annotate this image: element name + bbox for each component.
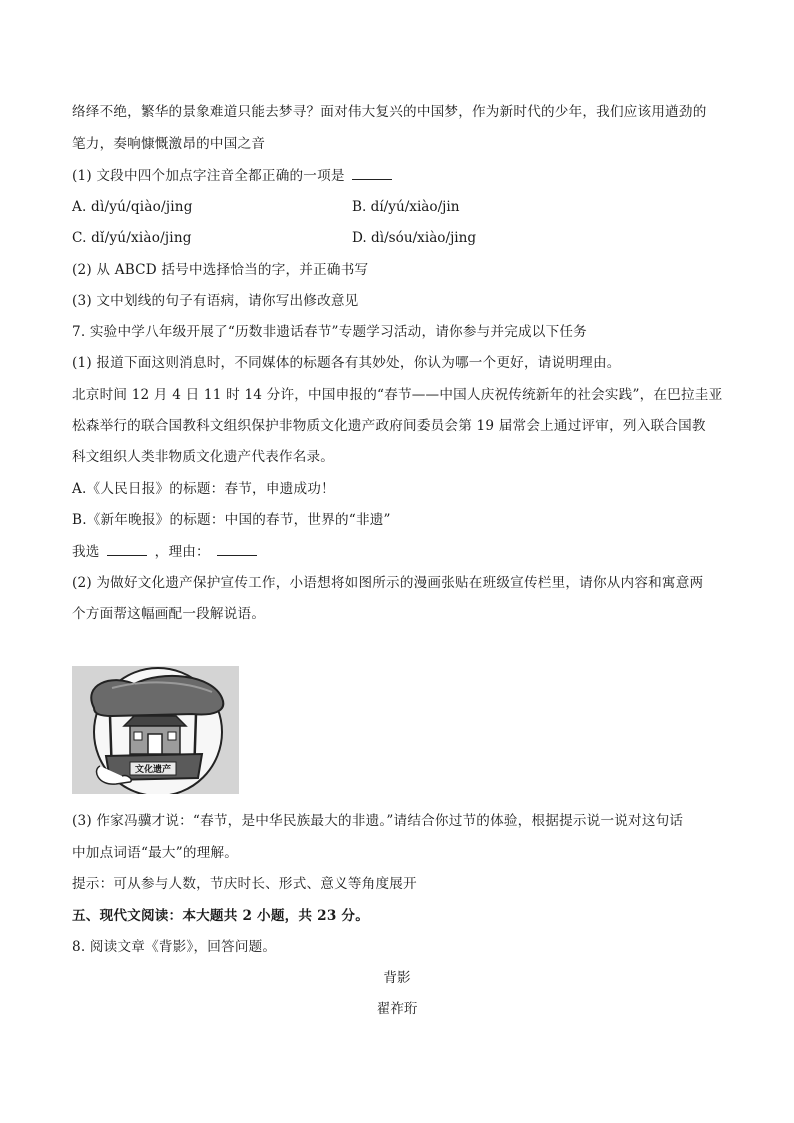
- question-7-3-line-2: 中加点词语“最大”的理解。: [72, 845, 239, 861]
- article-author: 翟祚珩: [376, 1001, 418, 1017]
- question-7-2-line-1: (2) 为做好文化遗产保护宣传工作，小语想将如图所示的漫画张贴在班级宣传栏里，请你从内容和寓意两: [72, 575, 704, 591]
- question-7-3-line-1: (3) 作家冯骥才说：“春节，是中华民族最大的非遗。”请结合你过节的体验，根据提示说一说对这句话: [72, 813, 684, 829]
- choice-blank[interactable]: [107, 541, 147, 556]
- question-7: 7. 实验中学八年级开展了“历数非遗话春节”专题学习活动，请你参与并完成以下任务: [72, 324, 587, 340]
- question-2: (2) 从 ABCD 括号中选择恰当的字，并正确书写: [72, 262, 369, 278]
- news-line-2: 松森举行的联合国教科文组织保护非物质文化遗产政府间委员会第 19 届常会上通过评审，列入联合国教: [72, 418, 706, 434]
- section-heading: 五、现代文阅读：本大题共 2 小题，共 23 分。: [72, 908, 369, 924]
- question-1-text: (1) 文段中四个加点字注音全都正确的一项是: [72, 168, 345, 184]
- cartoon-label: 文化遗产: [134, 765, 172, 775]
- reason-label: ，理由：: [154, 544, 210, 560]
- choose-line: [72, 541, 260, 562]
- option-a: A. dì/yú/qiào/jing: [72, 199, 193, 215]
- news-line-1: 北京时间 12 月 4 日 11 时 14 分许，中国申报的“春节——中国人庆祝传统新年的社会实践”，在巴拉圭亚: [72, 387, 723, 403]
- heritage-cartoon-image: [72, 666, 239, 794]
- answer-blank[interactable]: [352, 165, 392, 180]
- article-title: 背影: [383, 970, 411, 986]
- question-3: (3) 文中划线的句子有语病，请你写出修改意见: [72, 293, 359, 309]
- question-1: [72, 165, 395, 186]
- option-c: C. dǐ/yú/xiào/jing: [72, 230, 192, 246]
- option-d: D. dì/sóu/xiào/jing: [352, 230, 477, 246]
- passage-line-2: 笔力，奏响慷慨激昂的中国之音: [72, 136, 266, 152]
- news-line-3: 科文组织人类非物质文化遗产代表作名录。: [72, 449, 335, 465]
- passage-line-1: 络绎不绝，繁华的景象难道只能去梦寻？面对伟大复兴的中国梦，作为新时代的少年，我们应该用遒劲的: [72, 104, 707, 120]
- reason-blank[interactable]: [217, 541, 257, 556]
- question-8: 8. 阅读文章《背影》，回答问题。: [72, 939, 277, 955]
- headline-a: A.《人民日报》的标题：春节，申遗成功！: [72, 481, 335, 497]
- question-7-1: (1) 报道下面这则消息时，不同媒体的标题各有其妙处，你认为哪一个更好，请说明理由。: [72, 355, 621, 371]
- question-7-2-line-2: 个方面帮这幅画配一段解说语。: [72, 606, 266, 622]
- option-b: B. dí/yú/xiào/jin: [352, 199, 460, 215]
- choose-label: 我选: [72, 544, 100, 560]
- headline-b: B.《新年晚报》的标题：中国的春节，世界的“非遗”: [72, 512, 391, 528]
- hint-text: 提示：可从参与人数，节庆时长、形式、意义等角度展开: [72, 876, 417, 892]
